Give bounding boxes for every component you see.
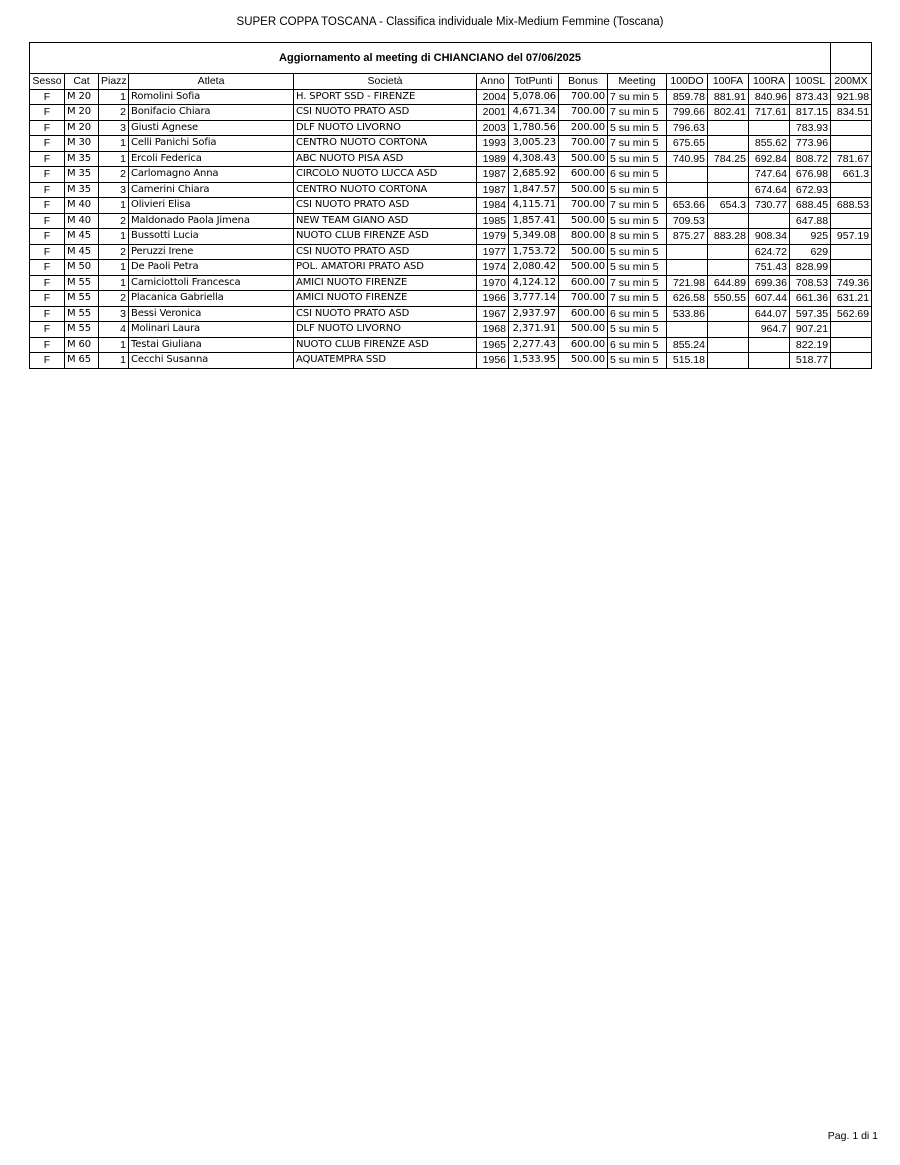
ranking-table (29, 42, 872, 369)
cell-anno: 2004 (477, 89, 509, 105)
cell-100do: 653.66 (667, 198, 708, 214)
cell-200mx (831, 322, 872, 338)
cell-piazz: 3 (99, 182, 129, 198)
cell-100ra (749, 353, 790, 369)
cell-100fa (708, 182, 749, 198)
cell-meeting: 7 su min 5 (608, 136, 667, 152)
cell-atleta: De Paoli Petra (129, 260, 294, 276)
cell-societa: NEW TEAM GIANO ASD (294, 213, 477, 229)
cell-100ra (749, 120, 790, 136)
cell-totpunti: 1,857.41 (509, 213, 559, 229)
cell-100sl: 783.93 (790, 120, 831, 136)
cell-cat: M 35 (65, 167, 99, 183)
cell-societa: CIRCOLO NUOTO LUCCA ASD (294, 167, 477, 183)
cell-100do (667, 244, 708, 260)
table-row (30, 167, 872, 183)
cell-200mx: 661.3 (831, 167, 872, 183)
cell-piazz: 1 (99, 260, 129, 276)
cell-societa: DLF NUOTO LIVORNO (294, 120, 477, 136)
cell-atleta: Camiciottoli Francesca (129, 275, 294, 291)
cell-sesso: F (30, 291, 65, 307)
cell-meeting: 5 su min 5 (608, 322, 667, 338)
cell-bonus: 600.00 (559, 337, 608, 353)
column-header-bonus: Bonus (559, 74, 608, 90)
cell-meeting: 5 su min 5 (608, 120, 667, 136)
table-row (30, 322, 872, 338)
cell-cat: M 20 (65, 105, 99, 121)
cell-anno: 1985 (477, 213, 509, 229)
cell-cat: M 35 (65, 151, 99, 167)
cell-meeting: 7 su min 5 (608, 105, 667, 121)
document-title: SUPER COPPA TOSCANA - Classifica individuale Mix-Medium Femmine (Toscana) (236, 16, 664, 28)
cell-sesso: F (30, 136, 65, 152)
cell-piazz: 3 (99, 120, 129, 136)
cell-100fa (708, 322, 749, 338)
cell-200mx: 631.21 (831, 291, 872, 307)
cell-cat: M 45 (65, 229, 99, 245)
cell-100fa (708, 120, 749, 136)
cell-100ra: 855.62 (749, 136, 790, 152)
cell-100sl: 828.99 (790, 260, 831, 276)
cell-bonus: 800.00 (559, 229, 608, 245)
cell-100do: 796.63 (667, 120, 708, 136)
cell-meeting: 8 su min 5 (608, 229, 667, 245)
cell-atleta: Molinari Laura (129, 322, 294, 338)
cell-100do: 740.95 (667, 151, 708, 167)
cell-piazz: 1 (99, 275, 129, 291)
cell-100fa: 784.25 (708, 151, 749, 167)
cell-100sl: 688.45 (790, 198, 831, 214)
cell-atleta: Cecchi Susanna (129, 353, 294, 369)
cell-100fa (708, 337, 749, 353)
table-row (30, 260, 872, 276)
cell-100do: 533.86 (667, 306, 708, 322)
cell-bonus: 500.00 (559, 151, 608, 167)
cell-100fa (708, 353, 749, 369)
cell-cat: M 20 (65, 120, 99, 136)
cell-100fa: 881.91 (708, 89, 749, 105)
cell-200mx: 957.19 (831, 229, 872, 245)
cell-100fa (708, 167, 749, 183)
page-number: Pag. 1 di 1 (827, 1130, 878, 1142)
cell-societa: AQUATEMPRA SSD (294, 353, 477, 369)
cell-bonus: 700.00 (559, 136, 608, 152)
cell-societa: POL. AMATORI PRATO ASD (294, 260, 477, 276)
column-header-cat: Cat (65, 74, 99, 90)
cell-totpunti: 4,308.43 (509, 151, 559, 167)
cell-100do: 855.24 (667, 337, 708, 353)
cell-piazz: 1 (99, 229, 129, 245)
cell-200mx: 921.98 (831, 89, 872, 105)
meeting-header-row (30, 43, 872, 74)
cell-anno: 1974 (477, 260, 509, 276)
cell-100sl: 925 (790, 229, 831, 245)
cell-100do: 709.53 (667, 213, 708, 229)
cell-sesso: F (30, 198, 65, 214)
cell-100fa: 550.55 (708, 291, 749, 307)
cell-100sl: 773.96 (790, 136, 831, 152)
cell-bonus: 700.00 (559, 198, 608, 214)
table-row (30, 337, 872, 353)
cell-bonus: 500.00 (559, 322, 608, 338)
cell-100ra: 747.64 (749, 167, 790, 183)
table-row (30, 213, 872, 229)
cell-atleta: Celli Panichi Sofia (129, 136, 294, 152)
cell-200mx: 781.67 (831, 151, 872, 167)
cell-meeting: 7 su min 5 (608, 198, 667, 214)
cell-meeting: 5 su min 5 (608, 213, 667, 229)
cell-totpunti: 1,847.57 (509, 182, 559, 198)
column-header-anno: Anno (477, 74, 509, 90)
meeting-update-title: Aggiornamento al meeting di CHIANCIANO del 07/06/2025 (30, 43, 831, 74)
cell-atleta: Bonifacio Chiara (129, 105, 294, 121)
cell-bonus: 500.00 (559, 353, 608, 369)
cell-sesso: F (30, 337, 65, 353)
cell-totpunti: 3,005.23 (509, 136, 559, 152)
cell-100sl: 647.88 (790, 213, 831, 229)
cell-societa: CSI NUOTO PRATO ASD (294, 198, 477, 214)
cell-cat: M 55 (65, 275, 99, 291)
cell-piazz: 2 (99, 213, 129, 229)
cell-societa: CENTRO NUOTO CORTONA (294, 182, 477, 198)
cell-piazz: 1 (99, 151, 129, 167)
cell-100sl: 661.36 (790, 291, 831, 307)
cell-meeting: 7 su min 5 (608, 291, 667, 307)
cell-sesso: F (30, 244, 65, 260)
cell-200mx (831, 136, 872, 152)
cell-cat: M 35 (65, 182, 99, 198)
cell-100fa (708, 244, 749, 260)
table-row (30, 89, 872, 105)
cell-200mx (831, 120, 872, 136)
table-row (30, 275, 872, 291)
cell-100do (667, 322, 708, 338)
cell-100do: 799.66 (667, 105, 708, 121)
cell-100fa: 883.28 (708, 229, 749, 245)
cell-piazz: 1 (99, 89, 129, 105)
cell-bonus: 500.00 (559, 182, 608, 198)
cell-sesso: F (30, 120, 65, 136)
cell-anno: 1965 (477, 337, 509, 353)
cell-anno: 1966 (477, 291, 509, 307)
cell-100ra: 964.7 (749, 322, 790, 338)
cell-100ra: 840.96 (749, 89, 790, 105)
table-row (30, 291, 872, 307)
cell-anno: 1993 (477, 136, 509, 152)
column-header-100fa: 100FA (708, 74, 749, 90)
table-row (30, 182, 872, 198)
cell-piazz: 1 (99, 198, 129, 214)
cell-atleta: Olivieri Elisa (129, 198, 294, 214)
cell-sesso: F (30, 322, 65, 338)
cell-societa: H. SPORT SSD - FIRENZE (294, 89, 477, 105)
column-header-sesso: Sesso (30, 74, 65, 90)
cell-atleta: Bessi Veronica (129, 306, 294, 322)
cell-sesso: F (30, 260, 65, 276)
cell-200mx (831, 182, 872, 198)
cell-100do: 626.58 (667, 291, 708, 307)
cell-totpunti: 1,753.72 (509, 244, 559, 260)
cell-cat: M 55 (65, 322, 99, 338)
cell-piazz: 3 (99, 306, 129, 322)
header-blank-cell (831, 43, 872, 74)
cell-atleta: Maldonado Paola Jimena (129, 213, 294, 229)
column-header-100ra: 100RA (749, 74, 790, 90)
cell-totpunti: 2,277.43 (509, 337, 559, 353)
cell-piazz: 1 (99, 337, 129, 353)
cell-cat: M 40 (65, 198, 99, 214)
cell-100sl: 708.53 (790, 275, 831, 291)
cell-piazz: 4 (99, 322, 129, 338)
cell-100sl: 597.35 (790, 306, 831, 322)
cell-meeting: 5 su min 5 (608, 353, 667, 369)
cell-societa: ABC NUOTO PISA ASD (294, 151, 477, 167)
cell-bonus: 500.00 (559, 213, 608, 229)
cell-200mx (831, 353, 872, 369)
cell-sesso: F (30, 89, 65, 105)
cell-anno: 1977 (477, 244, 509, 260)
column-header-atleta: Atleta (129, 74, 294, 90)
cell-200mx (831, 244, 872, 260)
cell-anno: 1989 (477, 151, 509, 167)
cell-cat: M 65 (65, 353, 99, 369)
cell-100ra: 674.64 (749, 182, 790, 198)
cell-societa: AMICI NUOTO FIRENZE (294, 291, 477, 307)
cell-totpunti: 3,777.14 (509, 291, 559, 307)
cell-100ra: 717.61 (749, 105, 790, 121)
cell-200mx (831, 213, 872, 229)
cell-100ra: 607.44 (749, 291, 790, 307)
cell-anno: 1970 (477, 275, 509, 291)
cell-200mx (831, 260, 872, 276)
cell-sesso: F (30, 182, 65, 198)
cell-cat: M 20 (65, 89, 99, 105)
column-header-100sl: 100SL (790, 74, 831, 90)
cell-bonus: 700.00 (559, 291, 608, 307)
cell-totpunti: 2,080.42 (509, 260, 559, 276)
cell-meeting: 6 su min 5 (608, 306, 667, 322)
table-row (30, 105, 872, 121)
cell-totpunti: 1,533.95 (509, 353, 559, 369)
cell-sesso: F (30, 105, 65, 121)
cell-meeting: 5 su min 5 (608, 182, 667, 198)
cell-societa: CSI NUOTO PRATO ASD (294, 105, 477, 121)
cell-societa: AMICI NUOTO FIRENZE (294, 275, 477, 291)
column-header-row (30, 74, 872, 90)
cell-piazz: 2 (99, 244, 129, 260)
cell-piazz: 1 (99, 136, 129, 152)
cell-societa: CSI NUOTO PRATO ASD (294, 244, 477, 260)
cell-totpunti: 4,115.71 (509, 198, 559, 214)
cell-100ra: 624.72 (749, 244, 790, 260)
column-header-meeting: Meeting (608, 74, 667, 90)
cell-anno: 2003 (477, 120, 509, 136)
cell-meeting: 5 su min 5 (608, 244, 667, 260)
cell-100ra (749, 337, 790, 353)
cell-atleta: Ercoli Federica (129, 151, 294, 167)
table-row (30, 120, 872, 136)
cell-atleta: Giusti Agnese (129, 120, 294, 136)
column-header-societa: Società (294, 74, 477, 90)
cell-100ra (749, 213, 790, 229)
cell-sesso: F (30, 353, 65, 369)
cell-piazz: 2 (99, 291, 129, 307)
cell-100do: 675.65 (667, 136, 708, 152)
cell-piazz: 2 (99, 167, 129, 183)
cell-totpunti: 2,937.97 (509, 306, 559, 322)
column-header-100do: 100DO (667, 74, 708, 90)
table-row (30, 229, 872, 245)
cell-100fa: 654.3 (708, 198, 749, 214)
cell-sesso: F (30, 229, 65, 245)
cell-100fa: 802.41 (708, 105, 749, 121)
cell-bonus: 700.00 (559, 105, 608, 121)
cell-cat: M 40 (65, 213, 99, 229)
cell-100ra: 730.77 (749, 198, 790, 214)
cell-sesso: F (30, 213, 65, 229)
cell-atleta: Carlomagno Anna (129, 167, 294, 183)
cell-anno: 1979 (477, 229, 509, 245)
cell-anno: 1968 (477, 322, 509, 338)
cell-100sl: 822.19 (790, 337, 831, 353)
cell-100fa: 644.89 (708, 275, 749, 291)
cell-meeting: 5 su min 5 (608, 151, 667, 167)
cell-bonus: 500.00 (559, 244, 608, 260)
cell-100do (667, 260, 708, 276)
cell-cat: M 55 (65, 306, 99, 322)
cell-piazz: 1 (99, 353, 129, 369)
cell-sesso: F (30, 306, 65, 322)
cell-anno: 1987 (477, 182, 509, 198)
cell-meeting: 5 su min 5 (608, 260, 667, 276)
cell-sesso: F (30, 275, 65, 291)
cell-100fa (708, 136, 749, 152)
cell-totpunti: 5,078.06 (509, 89, 559, 105)
cell-atleta: Romolini Sofia (129, 89, 294, 105)
cell-bonus: 700.00 (559, 89, 608, 105)
cell-100do (667, 167, 708, 183)
cell-societa: CENTRO NUOTO CORTONA (294, 136, 477, 152)
column-header-piazz: Piazz (99, 74, 129, 90)
cell-100ra: 908.34 (749, 229, 790, 245)
cell-bonus: 200.00 (559, 120, 608, 136)
cell-100do: 721.98 (667, 275, 708, 291)
cell-cat: M 60 (65, 337, 99, 353)
cell-100sl: 907.21 (790, 322, 831, 338)
table-row (30, 151, 872, 167)
cell-piazz: 2 (99, 105, 129, 121)
cell-sesso: F (30, 151, 65, 167)
cell-100sl: 808.72 (790, 151, 831, 167)
cell-100sl: 676.98 (790, 167, 831, 183)
cell-100fa (708, 213, 749, 229)
cell-200mx: 834.51 (831, 105, 872, 121)
cell-100do: 859.78 (667, 89, 708, 105)
cell-cat: M 30 (65, 136, 99, 152)
cell-totpunti: 2,685.92 (509, 167, 559, 183)
table-row (30, 136, 872, 152)
cell-100do: 515.18 (667, 353, 708, 369)
cell-meeting: 6 su min 5 (608, 167, 667, 183)
cell-200mx (831, 337, 872, 353)
cell-100do: 875.27 (667, 229, 708, 245)
cell-anno: 1987 (477, 167, 509, 183)
cell-meeting: 6 su min 5 (608, 337, 667, 353)
cell-100fa (708, 260, 749, 276)
cell-atleta: Placanica Gabriella (129, 291, 294, 307)
ranking-rows (30, 89, 872, 368)
table-row (30, 353, 872, 369)
cell-totpunti: 2,371.91 (509, 322, 559, 338)
cell-200mx: 749.36 (831, 275, 872, 291)
cell-societa: NUOTO CLUB FIRENZE ASD (294, 337, 477, 353)
cell-atleta: Peruzzi Irene (129, 244, 294, 260)
table-row (30, 244, 872, 260)
cell-cat: M 45 (65, 244, 99, 260)
cell-societa: NUOTO CLUB FIRENZE ASD (294, 229, 477, 245)
cell-bonus: 600.00 (559, 275, 608, 291)
cell-societa: DLF NUOTO LIVORNO (294, 322, 477, 338)
cell-atleta: Bussotti Lucia (129, 229, 294, 245)
cell-100ra: 751.43 (749, 260, 790, 276)
cell-anno: 1984 (477, 198, 509, 214)
column-header-totpunti: TotPunti (509, 74, 559, 90)
cell-societa: CSI NUOTO PRATO ASD (294, 306, 477, 322)
cell-totpunti: 5,349.08 (509, 229, 559, 245)
cell-atleta: Testai Giuliana (129, 337, 294, 353)
cell-100sl: 629 (790, 244, 831, 260)
cell-cat: M 55 (65, 291, 99, 307)
cell-atleta: Camerini Chiara (129, 182, 294, 198)
cell-100sl: 817.15 (790, 105, 831, 121)
table-row (30, 306, 872, 322)
cell-100sl: 873.43 (790, 89, 831, 105)
cell-anno: 1967 (477, 306, 509, 322)
cell-100ra: 692.84 (749, 151, 790, 167)
cell-anno: 1956 (477, 353, 509, 369)
cell-bonus: 600.00 (559, 306, 608, 322)
cell-100sl: 518.77 (790, 353, 831, 369)
cell-totpunti: 4,124.12 (509, 275, 559, 291)
cell-200mx: 688.53 (831, 198, 872, 214)
cell-100ra: 644.07 (749, 306, 790, 322)
cell-meeting: 7 su min 5 (608, 275, 667, 291)
cell-bonus: 500.00 (559, 260, 608, 276)
cell-totpunti: 4,671.34 (509, 105, 559, 121)
table-row (30, 198, 872, 214)
cell-totpunti: 1,780.56 (509, 120, 559, 136)
column-header-200mx: 200MX (831, 74, 872, 90)
cell-cat: M 50 (65, 260, 99, 276)
cell-meeting: 7 su min 5 (608, 89, 667, 105)
cell-100sl: 672.93 (790, 182, 831, 198)
cell-100fa (708, 306, 749, 322)
cell-anno: 2001 (477, 105, 509, 121)
cell-100do (667, 182, 708, 198)
cell-sesso: F (30, 167, 65, 183)
cell-100ra: 699.36 (749, 275, 790, 291)
cell-bonus: 600.00 (559, 167, 608, 183)
cell-200mx: 562.69 (831, 306, 872, 322)
